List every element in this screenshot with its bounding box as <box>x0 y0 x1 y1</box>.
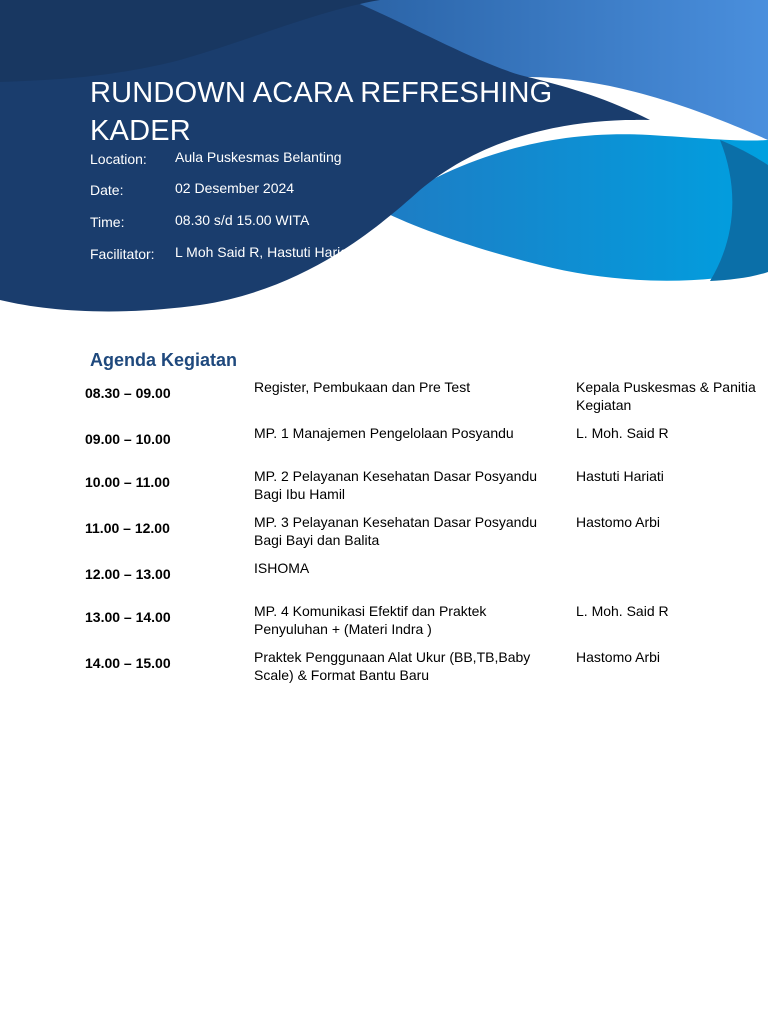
agenda-time: 14.00 – 15.00 <box>85 655 171 671</box>
agenda-heading: Agenda Kegiatan <box>90 350 238 370</box>
agenda-activity: MP. 1 Manajemen Pengelolaan Posyandu <box>254 425 514 441</box>
time-label: Time: <box>90 214 125 230</box>
location-label: Location: <box>90 151 147 167</box>
date-value: 02 Desember 2024 <box>175 180 295 196</box>
agenda-activity: Register, Pembukaan dan Pre Test <box>254 379 471 395</box>
agenda-person: Hastuti Hariati <box>576 468 664 484</box>
agenda-activity: Praktek Penggunaan Alat Ukur (BB,TB,Baby Scale) & Format Bantu Baru <box>254 649 531 683</box>
agenda-person: L. Moh. Said R <box>576 603 669 619</box>
agenda-time: 08.30 – 09.00 <box>85 385 171 401</box>
agenda-time: 09.00 – 10.00 <box>85 431 171 447</box>
agenda-time: 13.00 – 14.00 <box>85 609 171 625</box>
page-title: RUNDOWN ACARA REFRESHING KADER <box>90 77 553 147</box>
agenda-person: Hastomo Arbi <box>576 649 661 665</box>
agenda-person: Kepala Puskesmas & Panitia Kegiatan <box>576 379 756 413</box>
agenda-person: L. Moh. Said R <box>576 425 669 441</box>
location-value: Aula Puskesmas Belanting <box>175 149 342 165</box>
agenda-activity: MP. 2 Pelayanan Kesehatan Dasar Posyandu Bagi Ibu Hamil <box>254 468 538 502</box>
facilitator-label: Facilitator: <box>90 246 155 262</box>
agenda-time: 12.00 – 13.00 <box>85 566 171 582</box>
agenda-person: Hastomo Arbi <box>576 514 661 530</box>
time-value: 08.30 s/d 15.00 WITA <box>175 212 310 228</box>
agenda-time: 10.00 – 11.00 <box>85 474 170 490</box>
agenda-activity: MP. 4 Komunikasi Efektif dan Praktek Penyuluhan + (Materi Indra ) <box>254 603 487 637</box>
agenda-activity: MP. 3 Pelayanan Kesehatan Dasar Posyandu Bagi Bayi dan Balita <box>254 514 538 548</box>
facilitator-value: L Moh Said R, Hastuti Hariati & Hastomo A <box>175 244 441 260</box>
agenda-activity: ISHOMA <box>254 560 310 576</box>
agenda-time: 11.00 – 12.00 <box>85 520 170 536</box>
date-label: Date: <box>90 182 124 198</box>
